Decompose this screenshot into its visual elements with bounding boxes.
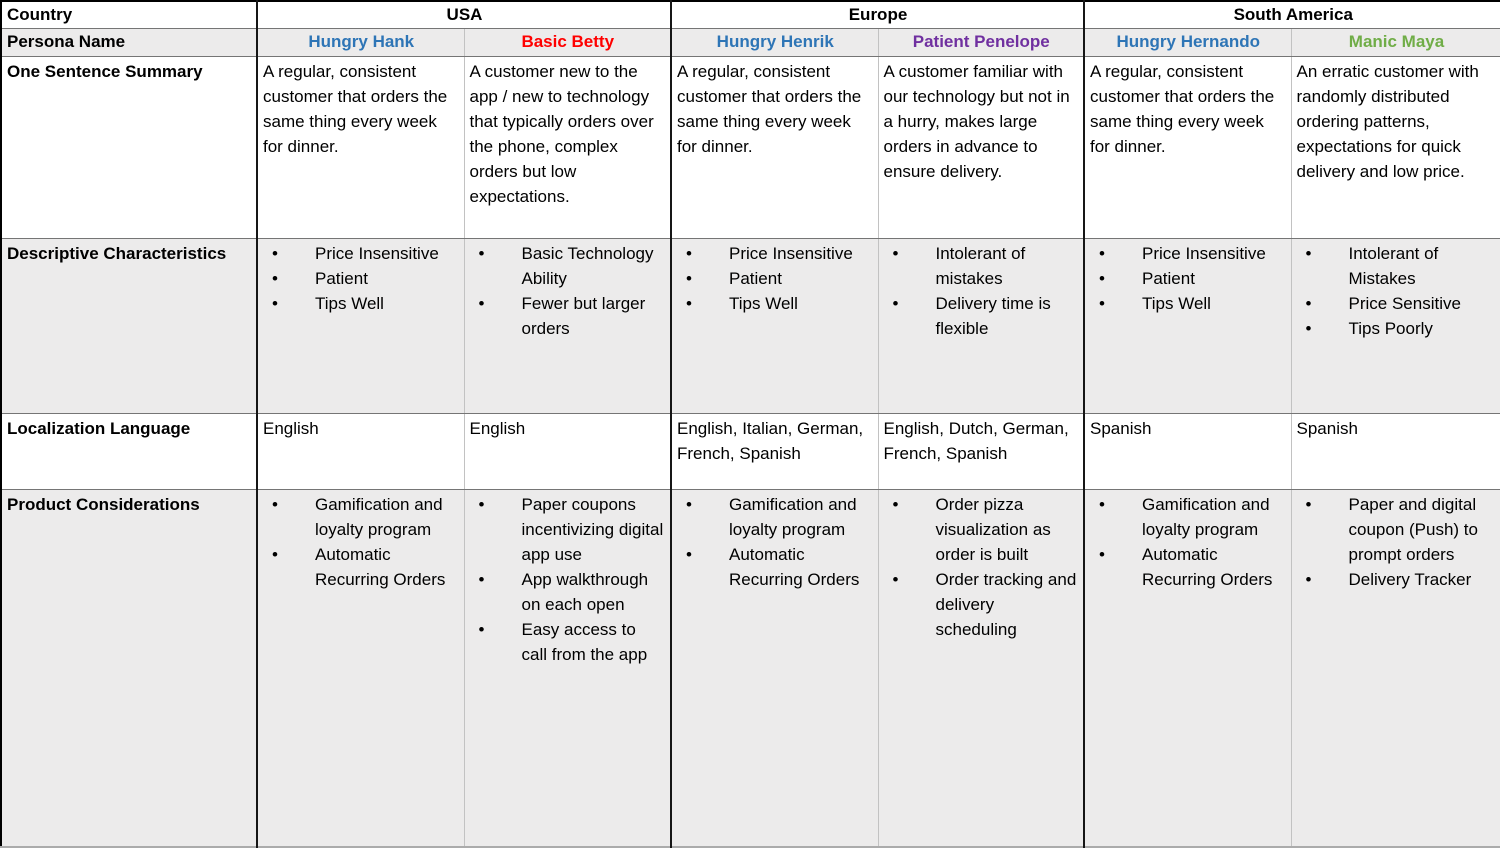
persona-name-manic-maya: Manic Maya — [1291, 29, 1500, 57]
persona-name-hungry-hank: Hungry Hank — [257, 29, 464, 57]
row-label-product: Product Considerations — [1, 490, 257, 847]
localization-hungry-hank: English — [257, 414, 464, 490]
product-list — [1297, 492, 1497, 592]
product-manic-maya — [1291, 490, 1500, 847]
bullet-item: • Patient — [677, 266, 874, 291]
characteristics-list — [1090, 241, 1287, 316]
bullet-item: • Order tracking and delivery scheduling — [884, 567, 1080, 642]
characteristics-hungry-hank — [257, 239, 464, 414]
localization-patient-penelope: English, Dutch, German, French, Spanish — [878, 414, 1084, 490]
bullet-item: • Order pizza visualization as order is built — [884, 492, 1080, 567]
country-header-south-america: South America — [1084, 1, 1500, 29]
bullet-item: • Patient — [263, 266, 460, 291]
characteristics-list — [263, 241, 460, 316]
summary-manic-maya: An erratic customer with randomly distributed ordering patterns, expectations for quick delivery and low price. — [1291, 57, 1500, 239]
bullet-item: • Basic Technology Ability — [470, 241, 667, 291]
product-hungry-hank — [257, 490, 464, 847]
product-list — [884, 492, 1080, 642]
summary-row — [1, 57, 1500, 239]
bullet-item: • Gamification and loyalty program — [263, 492, 460, 542]
localization-manic-maya: Spanish — [1291, 414, 1500, 490]
bullet-item: • Price Insensitive — [1090, 241, 1287, 266]
bullet-item: • Price Insensitive — [677, 241, 874, 266]
localization-hungry-henrik: English, Italian, German, French, Spanish — [671, 414, 878, 490]
characteristics-basic-betty — [464, 239, 671, 414]
bullet-item: • Price Insensitive — [263, 241, 460, 266]
bullet-item: • Tips Well — [1090, 291, 1287, 316]
bullet-item: • Paper coupons incentivizing digital app use — [470, 492, 667, 567]
characteristics-row — [1, 239, 1500, 414]
bullet-item: • Intolerant of mistakes — [884, 241, 1080, 291]
characteristics-manic-maya — [1291, 239, 1500, 414]
bullet-item: • Easy access to call from the app — [470, 617, 667, 667]
bullet-item: • Delivery time is flexible — [884, 291, 1080, 341]
characteristics-patient-penelope — [878, 239, 1084, 414]
characteristics-list — [470, 241, 667, 341]
localization-row — [1, 414, 1500, 490]
summary-patient-penelope: A customer familiar with our technology but not in a hurry, makes large orders in advance to ensure delivery. — [878, 57, 1084, 239]
product-hungry-hernando — [1084, 490, 1291, 847]
characteristics-hungry-hernando — [1084, 239, 1291, 414]
localization-hungry-hernando: Spanish — [1084, 414, 1291, 490]
product-considerations-row — [1, 490, 1500, 847]
persona-name-row — [1, 29, 1500, 57]
product-basic-betty — [464, 490, 671, 847]
bullet-item: • Patient — [1090, 266, 1287, 291]
bullet-item: • Delivery Tracker — [1297, 567, 1497, 592]
bullet-item: • Automatic Recurring Orders — [1090, 542, 1287, 592]
localization-basic-betty: English — [464, 414, 671, 490]
product-list — [263, 492, 460, 592]
bullet-item: • Fewer but larger orders — [470, 291, 667, 341]
bullet-item: • Intolerant of Mistakes — [1297, 241, 1497, 291]
persona-name-basic-betty: Basic Betty — [464, 29, 671, 57]
characteristics-hungry-henrik — [671, 239, 878, 414]
summary-hungry-hank: A regular, consistent customer that orders the same thing every week for dinner. — [257, 57, 464, 239]
bullet-item: • Tips Well — [677, 291, 874, 316]
country-header-europe: Europe — [671, 1, 1084, 29]
bullet-item: • App walkthrough on each open — [470, 567, 667, 617]
product-list — [1090, 492, 1287, 592]
bullet-item: • Gamification and loyalty program — [1090, 492, 1287, 542]
characteristics-list — [1297, 241, 1497, 341]
country-row — [1, 1, 1500, 29]
bullet-item: • Gamification and loyalty program — [677, 492, 874, 542]
product-list — [470, 492, 667, 667]
product-hungry-henrik — [671, 490, 878, 847]
summary-basic-betty: A customer new to the app / new to technology that typically orders over the phone, complex orders but low expectations. — [464, 57, 671, 239]
country-header-usa: USA — [257, 1, 671, 29]
row-label-summary: One Sentence Summary — [1, 57, 257, 239]
bullet-item: • Price Sensitive — [1297, 291, 1497, 316]
bullet-item: • Paper and digital coupon (Push) to prompt orders — [1297, 492, 1497, 567]
bullet-item: • Tips Poorly — [1297, 316, 1497, 341]
row-label-country: Country — [1, 1, 257, 29]
product-patient-penelope — [878, 490, 1084, 847]
bullet-item: • Automatic Recurring Orders — [677, 542, 874, 592]
row-label-localization: Localization Language — [1, 414, 257, 490]
row-label-characteristics: Descriptive Characteristics — [1, 239, 257, 414]
bullet-item: • Automatic Recurring Orders — [263, 542, 460, 592]
characteristics-list — [884, 241, 1080, 341]
persona-name-patient-penelope: Patient Penelope — [878, 29, 1084, 57]
persona-name-hungry-hernando: Hungry Hernando — [1084, 29, 1291, 57]
summary-hungry-henrik: A regular, consistent customer that orders the same thing every week for dinner. — [671, 57, 878, 239]
summary-hungry-hernando: A regular, consistent customer that orders the same thing every week for dinner. — [1084, 57, 1291, 239]
bullet-item: • Tips Well — [263, 291, 460, 316]
persona-name-hungry-henrik: Hungry Henrik — [671, 29, 878, 57]
row-label-persona-name: Persona Name — [1, 29, 257, 57]
product-list — [677, 492, 874, 592]
characteristics-list — [677, 241, 874, 316]
